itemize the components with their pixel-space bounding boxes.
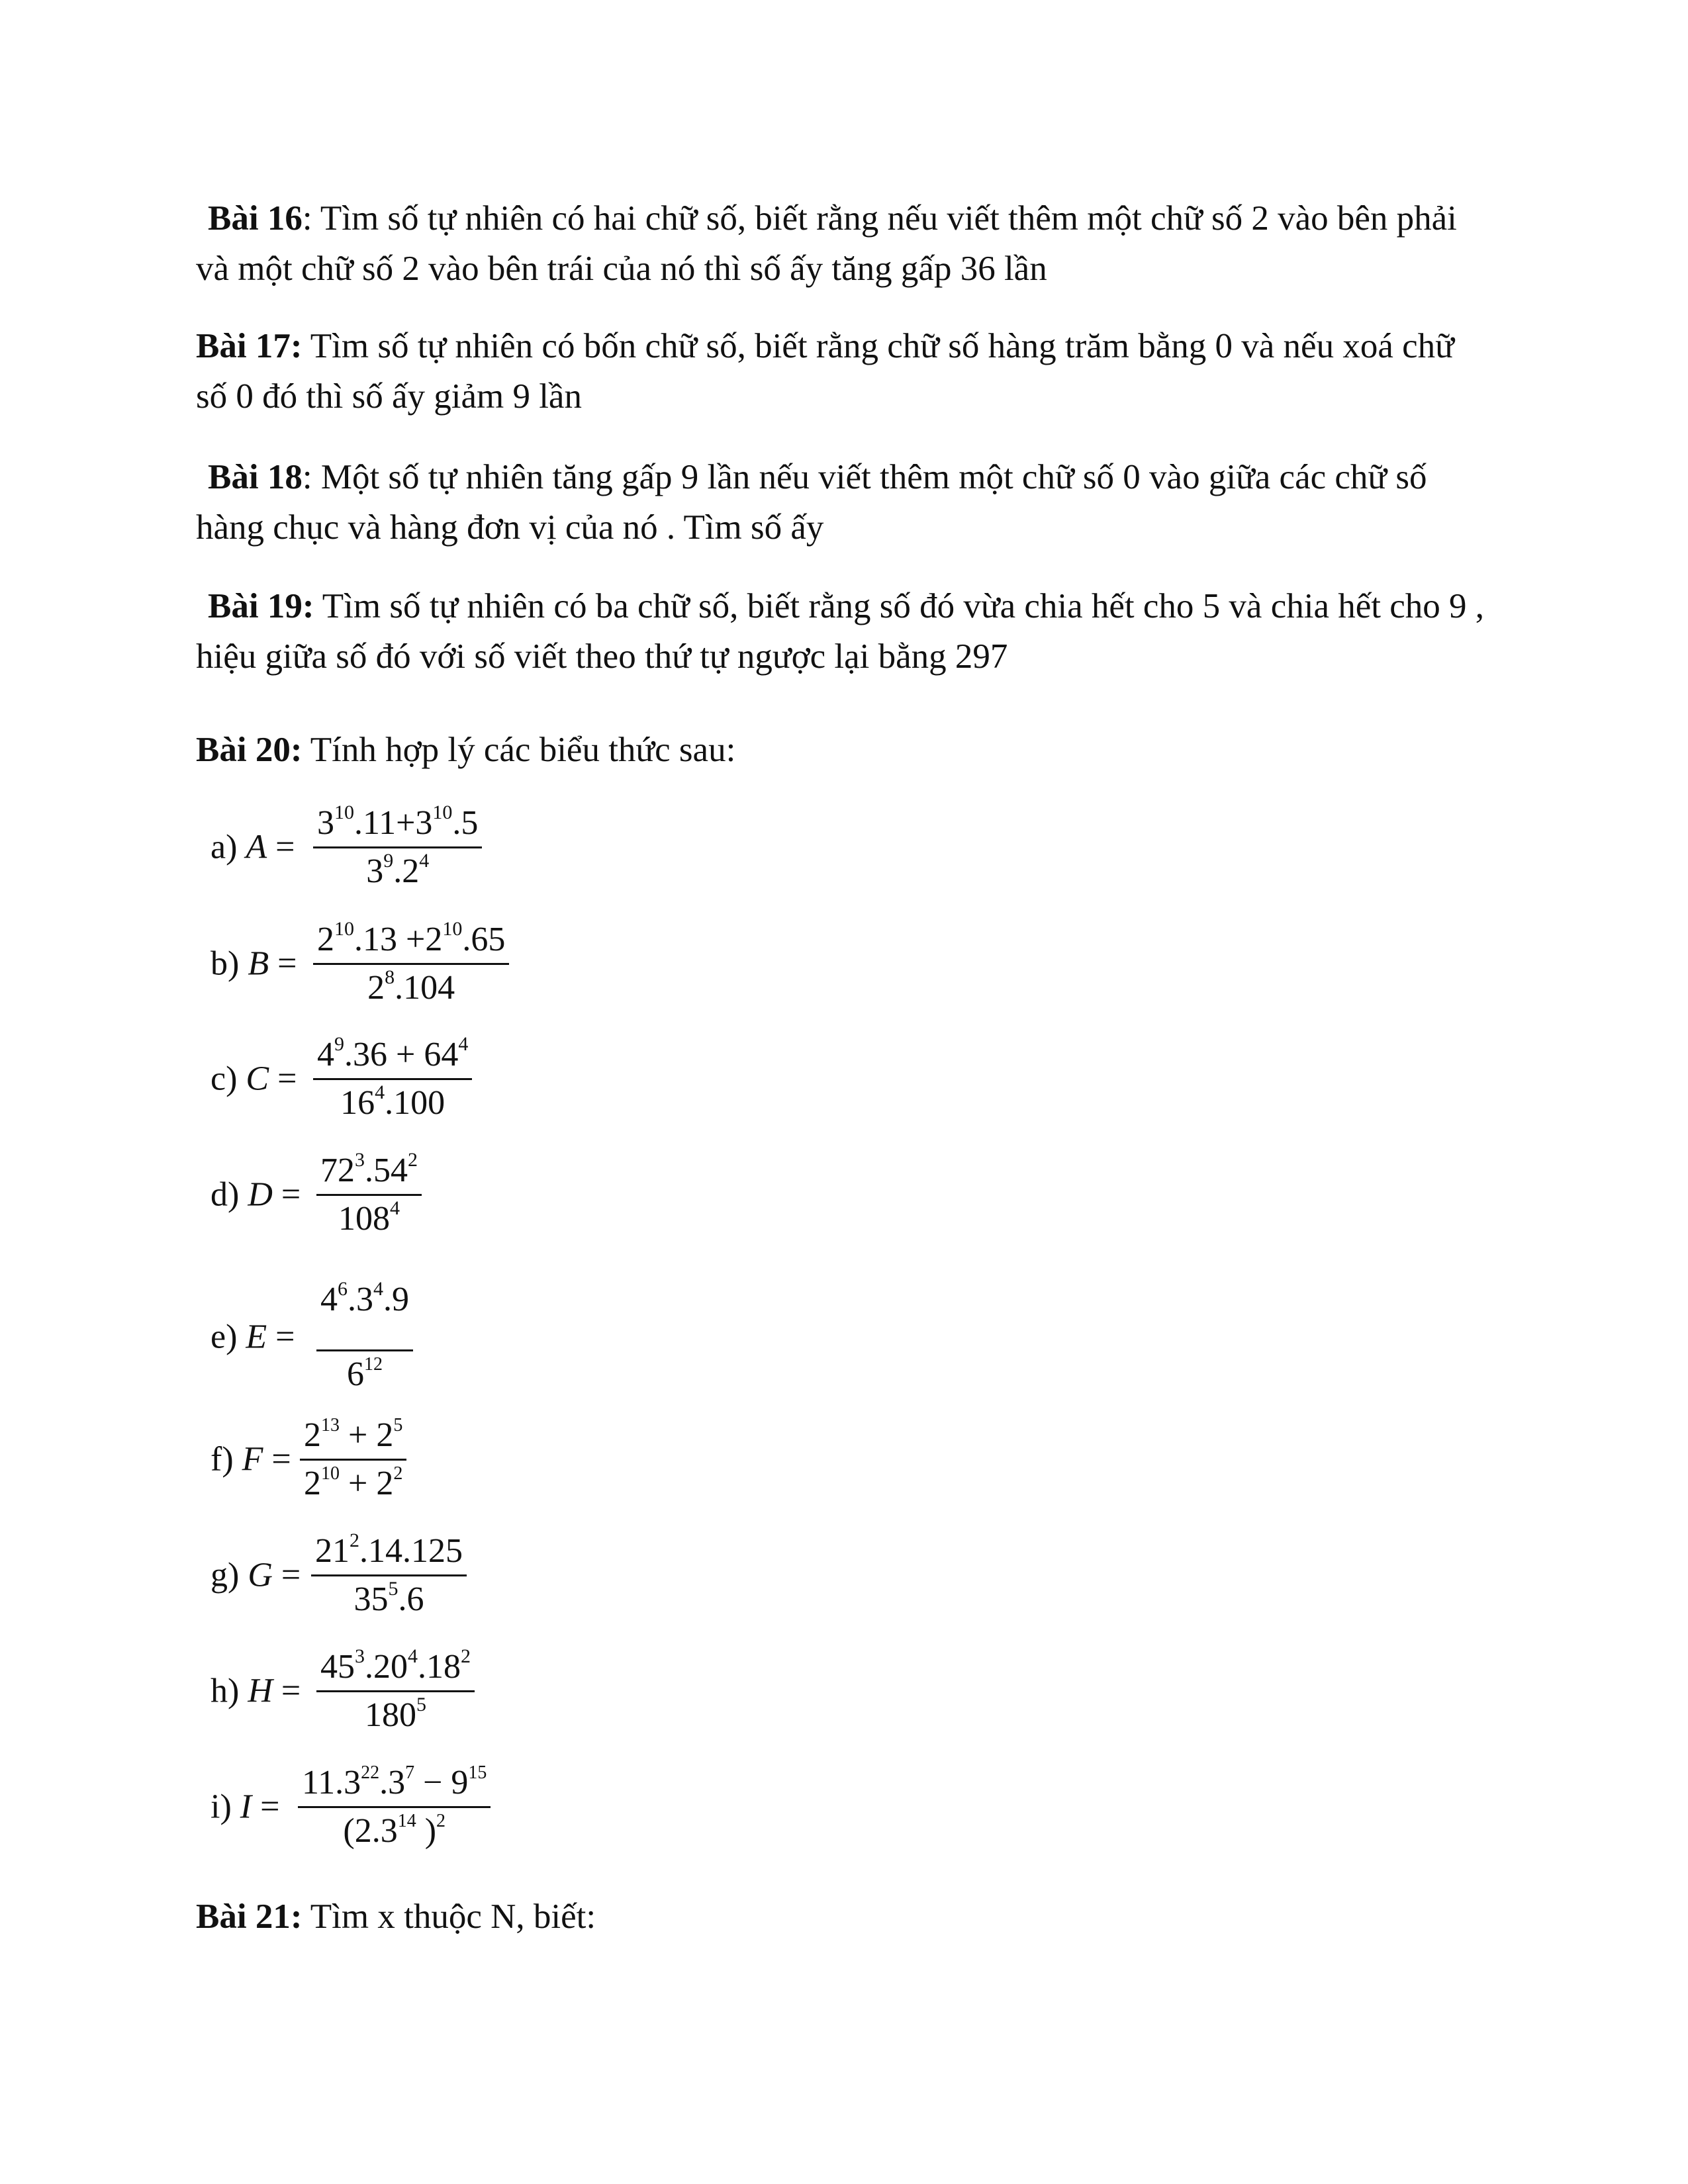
- fraction-b: [313, 914, 509, 1013]
- problem-17-text: Tìm số tự nhiên có bốn chữ số, biết rằng chữ số hàng trăm bằng 0 và nếu xoá chữ số 0 đó thì số ấy giảm 9 lần: [196, 327, 1454, 416]
- problem-17: [196, 321, 1493, 422]
- numerator-f: $2^{13} + 2^5$: [304, 1415, 403, 1454]
- expression-g: [211, 1525, 608, 1625]
- denominator-c: $16^4.100$: [340, 1081, 445, 1122]
- problem-21-sep: [302, 1897, 310, 1936]
- numerator-c: $4^9.36 + 64^4$: [317, 1033, 469, 1073]
- numerator-a: $3^{10}.11+3^{10}.5$: [317, 801, 479, 842]
- fraction-f: [300, 1410, 406, 1509]
- fraction-bar-b: [313, 963, 509, 965]
- expression-i-label: i) I =: [211, 1788, 280, 1826]
- expression-a: [211, 797, 608, 897]
- problem-19-text: Tìm số tự nhiên có ba chữ số, biết rằng số đó vừa chia hết cho 5 và chia hết cho 9 , hiệu giữa số đó với số viết theo thứ tự ngược lại bằng 297: [196, 587, 1484, 676]
- problem-21: [196, 1891, 1493, 1942]
- expression-f-label: f) F =: [211, 1440, 291, 1479]
- fraction-bar-e: [316, 1349, 413, 1351]
- expression-h-label: h) H =: [211, 1672, 301, 1710]
- numerator-b: $2^{10}.13 +2^{10}.65$: [317, 918, 506, 958]
- fraction-d: [316, 1145, 422, 1244]
- expression-e-label: e) E =: [211, 1318, 295, 1356]
- expression-f: [211, 1410, 608, 1509]
- fraction-h: [316, 1641, 475, 1741]
- fraction-a: [313, 797, 482, 897]
- problem-21-text: Tìm x thuộc N, biết:: [310, 1897, 596, 1936]
- problem-17-title: Bài 17:: [196, 327, 303, 365]
- fraction-bar-i: [298, 1806, 491, 1808]
- denominator-h: $180^5$: [365, 1694, 426, 1734]
- fraction-bar-g: [311, 1574, 467, 1576]
- denominator-g: $35^5.6$: [353, 1578, 424, 1618]
- expression-e: [211, 1261, 608, 1413]
- numerator-e: $4^6.3^4.9$: [320, 1278, 409, 1318]
- fraction-bar-d: [316, 1194, 422, 1196]
- fraction-c: [313, 1029, 472, 1128]
- problem-18-sep: :: [302, 458, 321, 496]
- expression-b-label: b) B =: [211, 944, 297, 983]
- problem-19: [196, 581, 1493, 682]
- problem-19-title: Bài 19:: [208, 587, 314, 625]
- problem-18: [196, 452, 1493, 553]
- denominator-b: $2^8.104$: [367, 966, 455, 1007]
- expression-d-label: d) D =: [211, 1175, 301, 1214]
- fraction-bar-c: [313, 1078, 472, 1080]
- expression-h: [211, 1641, 608, 1741]
- expression-d: [211, 1145, 608, 1244]
- expression-a-label: a) A =: [211, 828, 295, 866]
- fraction-g: [311, 1525, 467, 1625]
- denominator-f: $2^{10} + 2^2$: [304, 1463, 403, 1502]
- numerator-i: $11.3^{22}.3^7 - 9^{15}$: [302, 1762, 487, 1801]
- expression-c-label: c) C =: [211, 1060, 297, 1098]
- numerator-g: $21^2.14.125$: [315, 1529, 463, 1570]
- numerator-h: $45^3.20^4.18^2$: [320, 1645, 471, 1686]
- problem-20-title: Bài 20:: [196, 731, 303, 769]
- expression-b: [211, 914, 608, 1013]
- expression-i: [211, 1757, 608, 1856]
- denominator-a: $3^9.2^4$: [366, 850, 430, 890]
- fraction-i: [298, 1757, 491, 1856]
- fraction-bar-a: [313, 846, 482, 848]
- problem-18-title: Bài 18: [208, 458, 303, 496]
- denominator-i: ($2.3^{14}$ )$^2$: [343, 1811, 446, 1850]
- problem-16-sep: :: [302, 199, 320, 238]
- fraction-e: [316, 1261, 413, 1413]
- problem-18-text: Một số tự nhiên tăng gấp 9 lần nếu viết thêm một chữ số 0 vào giữa các chữ số hàng chục và hàng đơn vị của nó . Tìm số ấy: [196, 458, 1427, 547]
- problem-20: [196, 725, 1493, 775]
- denominator-d: $108^4$: [338, 1197, 400, 1238]
- problem-16-text: Tìm số tự nhiên có hai chữ số, biết rằng nếu viết thêm một chữ số 2 vào bên phải và một chữ số 2 vào bên trái của nó thì số ấy tăng gấp 36 lần: [196, 199, 1457, 288]
- denominator-e: $6^{12}$: [347, 1354, 383, 1393]
- problem-20-text: Tính hợp lý các biểu thức sau:: [310, 731, 736, 769]
- fraction-bar-h: [316, 1690, 475, 1692]
- problem-17-sep: [302, 327, 310, 365]
- problem-16-title: Bài 16: [208, 199, 303, 238]
- expression-g-label: g) G =: [211, 1556, 301, 1594]
- numerator-d: $72^3.54^2$: [320, 1149, 418, 1189]
- problem-16: [196, 193, 1493, 294]
- problem-21-title: Bài 21:: [196, 1897, 303, 1936]
- problem-20-sep: [302, 731, 310, 769]
- problem-19-sep: [314, 587, 322, 625]
- expression-c: [211, 1029, 608, 1128]
- fraction-bar-f: [300, 1459, 406, 1461]
